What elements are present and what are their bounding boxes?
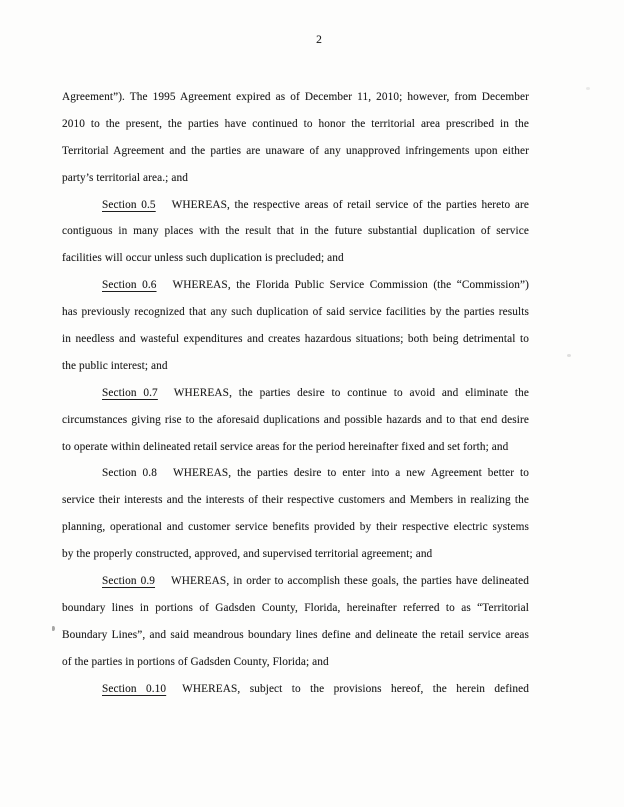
heading-tab-gap: [157, 287, 173, 288]
paragraph-line: [62, 353, 529, 380]
paragraph-first-line: [62, 676, 529, 703]
line-content: [62, 333, 529, 345]
paragraph-line: [62, 514, 529, 541]
line-content: [62, 548, 432, 560]
line-content: [62, 521, 529, 533]
line-text: 2010 to the present, the parties have continued to honor the territorial area prescribed in the: [62, 117, 529, 130]
section-heading: Section 0.7: [102, 386, 158, 399]
paragraph-line: [62, 138, 529, 165]
line-content: [62, 360, 168, 372]
line-content: [62, 441, 508, 453]
line-text: contiguous in many places with the result that in the future substantial duplication of service: [62, 225, 529, 238]
paragraph-line: [62, 649, 529, 676]
section-heading: Section 0.8: [102, 467, 157, 480]
paragraph-line: [62, 407, 529, 434]
line-text: party’s territorial area.; and: [62, 171, 188, 184]
line-text: WHEREAS, the parties desire to continue to avoid and eliminate the: [173, 386, 529, 399]
paragraph-first-line: [62, 460, 529, 487]
section-heading: Section 0.10: [102, 682, 167, 695]
line-content: [62, 172, 188, 184]
line-content: [62, 494, 529, 506]
paragraph-line: [62, 245, 529, 272]
line-content: [102, 199, 529, 211]
line-text: in needless and wasteful expenditures and creates hazardous situations; both being detrimental to: [62, 333, 529, 346]
line-content: [62, 225, 529, 237]
paragraph-line: [62, 299, 529, 326]
line-content: [62, 91, 529, 103]
section-heading: Section 0.6: [102, 279, 157, 292]
line-content: [102, 575, 529, 587]
scan-artifact: [52, 626, 55, 631]
paragraph-line: [62, 487, 529, 514]
line-content: [102, 683, 529, 695]
heading-tab-gap: [166, 691, 182, 692]
scan-artifact: [567, 354, 571, 357]
heading-tab-gap: [158, 395, 174, 396]
line-text: to operate within delineated retail service areas for the period hereinafter fixed and set forth; and: [62, 440, 509, 453]
line-content: [102, 279, 529, 291]
line-text: WHEREAS, the parties desire to enter into a new Agreement better to: [172, 467, 529, 480]
paragraph-line: [62, 595, 529, 622]
paragraph-line: [62, 84, 529, 111]
heading-tab-gap: [156, 207, 172, 208]
line-text: the public interest; and: [62, 359, 168, 372]
line-text: Territorial Agreement and the parties are unaware of any unapproved infringements upon either: [62, 144, 529, 157]
heading-tab-gap: [155, 583, 171, 584]
line-text: planning, operational and customer service benefits provided by their respective electric systems: [62, 521, 529, 534]
line-content: [102, 467, 529, 479]
paragraph-line: [62, 165, 529, 192]
document-text-block: [62, 84, 529, 702]
paragraph-line: [62, 326, 529, 353]
line-text: of the parties in portions of Gadsden County, Florida; and: [62, 655, 329, 668]
line-text: has previously recognized that any such duplication of said service facilities by the parties results: [62, 306, 529, 319]
line-text: WHEREAS, subject to the provisions hereof, the herein defined: [182, 682, 529, 695]
line-content: [62, 252, 344, 264]
line-text: facilities will occur unless such duplication is precluded; and: [62, 252, 344, 265]
line-text: WHEREAS, the Florida Public Service Commission (the “Commission”): [172, 279, 529, 292]
line-text: WHEREAS, in order to accomplish these goals, the parties have delineated: [171, 575, 529, 588]
heading-tab-gap: [157, 475, 173, 476]
section-heading: Section 0.9: [102, 575, 156, 588]
line-text: Boundary Lines”, and said meandrous boundary lines define and delineate the retail service areas: [62, 628, 529, 641]
line-text: circumstances giving rise to the aforesaid duplications and possible hazards and to that end desire: [62, 413, 529, 426]
line-content: [62, 414, 529, 426]
section-heading: Section 0.5: [102, 198, 156, 211]
line-content: [62, 306, 529, 318]
line-content: [62, 656, 329, 668]
paragraph-line: [62, 622, 529, 649]
scan-artifact: [586, 87, 590, 90]
line-text: service their interests and the interests of their respective customers and Members in realizing the: [62, 494, 529, 507]
paragraph-line: [62, 111, 529, 138]
paragraph-line: [62, 434, 529, 461]
paragraph-first-line: [62, 568, 529, 595]
line-content: [62, 602, 529, 614]
page-number: 2: [316, 33, 322, 46]
line-content: [62, 118, 529, 130]
line-content: [102, 387, 529, 399]
paragraph-line: [62, 541, 529, 568]
line-text: boundary lines in portions of Gadsden County, Florida, hereinafter referred to as “Territorial: [62, 601, 529, 614]
line-text: WHEREAS, the respective areas of retail service of the parties hereto are: [171, 198, 529, 211]
paragraph-first-line: [62, 272, 529, 299]
line-text: Agreement”). The 1995 Agreement expired as of December 11, 2010; however, from December: [62, 91, 529, 103]
line-content: [62, 629, 529, 641]
paragraph-line: [62, 218, 529, 245]
paragraph-first-line: [62, 380, 529, 407]
line-text: by the properly constructed, approved, and supervised territorial agreement; and: [62, 548, 433, 561]
paragraph-first-line: [62, 192, 529, 219]
line-content: [62, 145, 529, 157]
